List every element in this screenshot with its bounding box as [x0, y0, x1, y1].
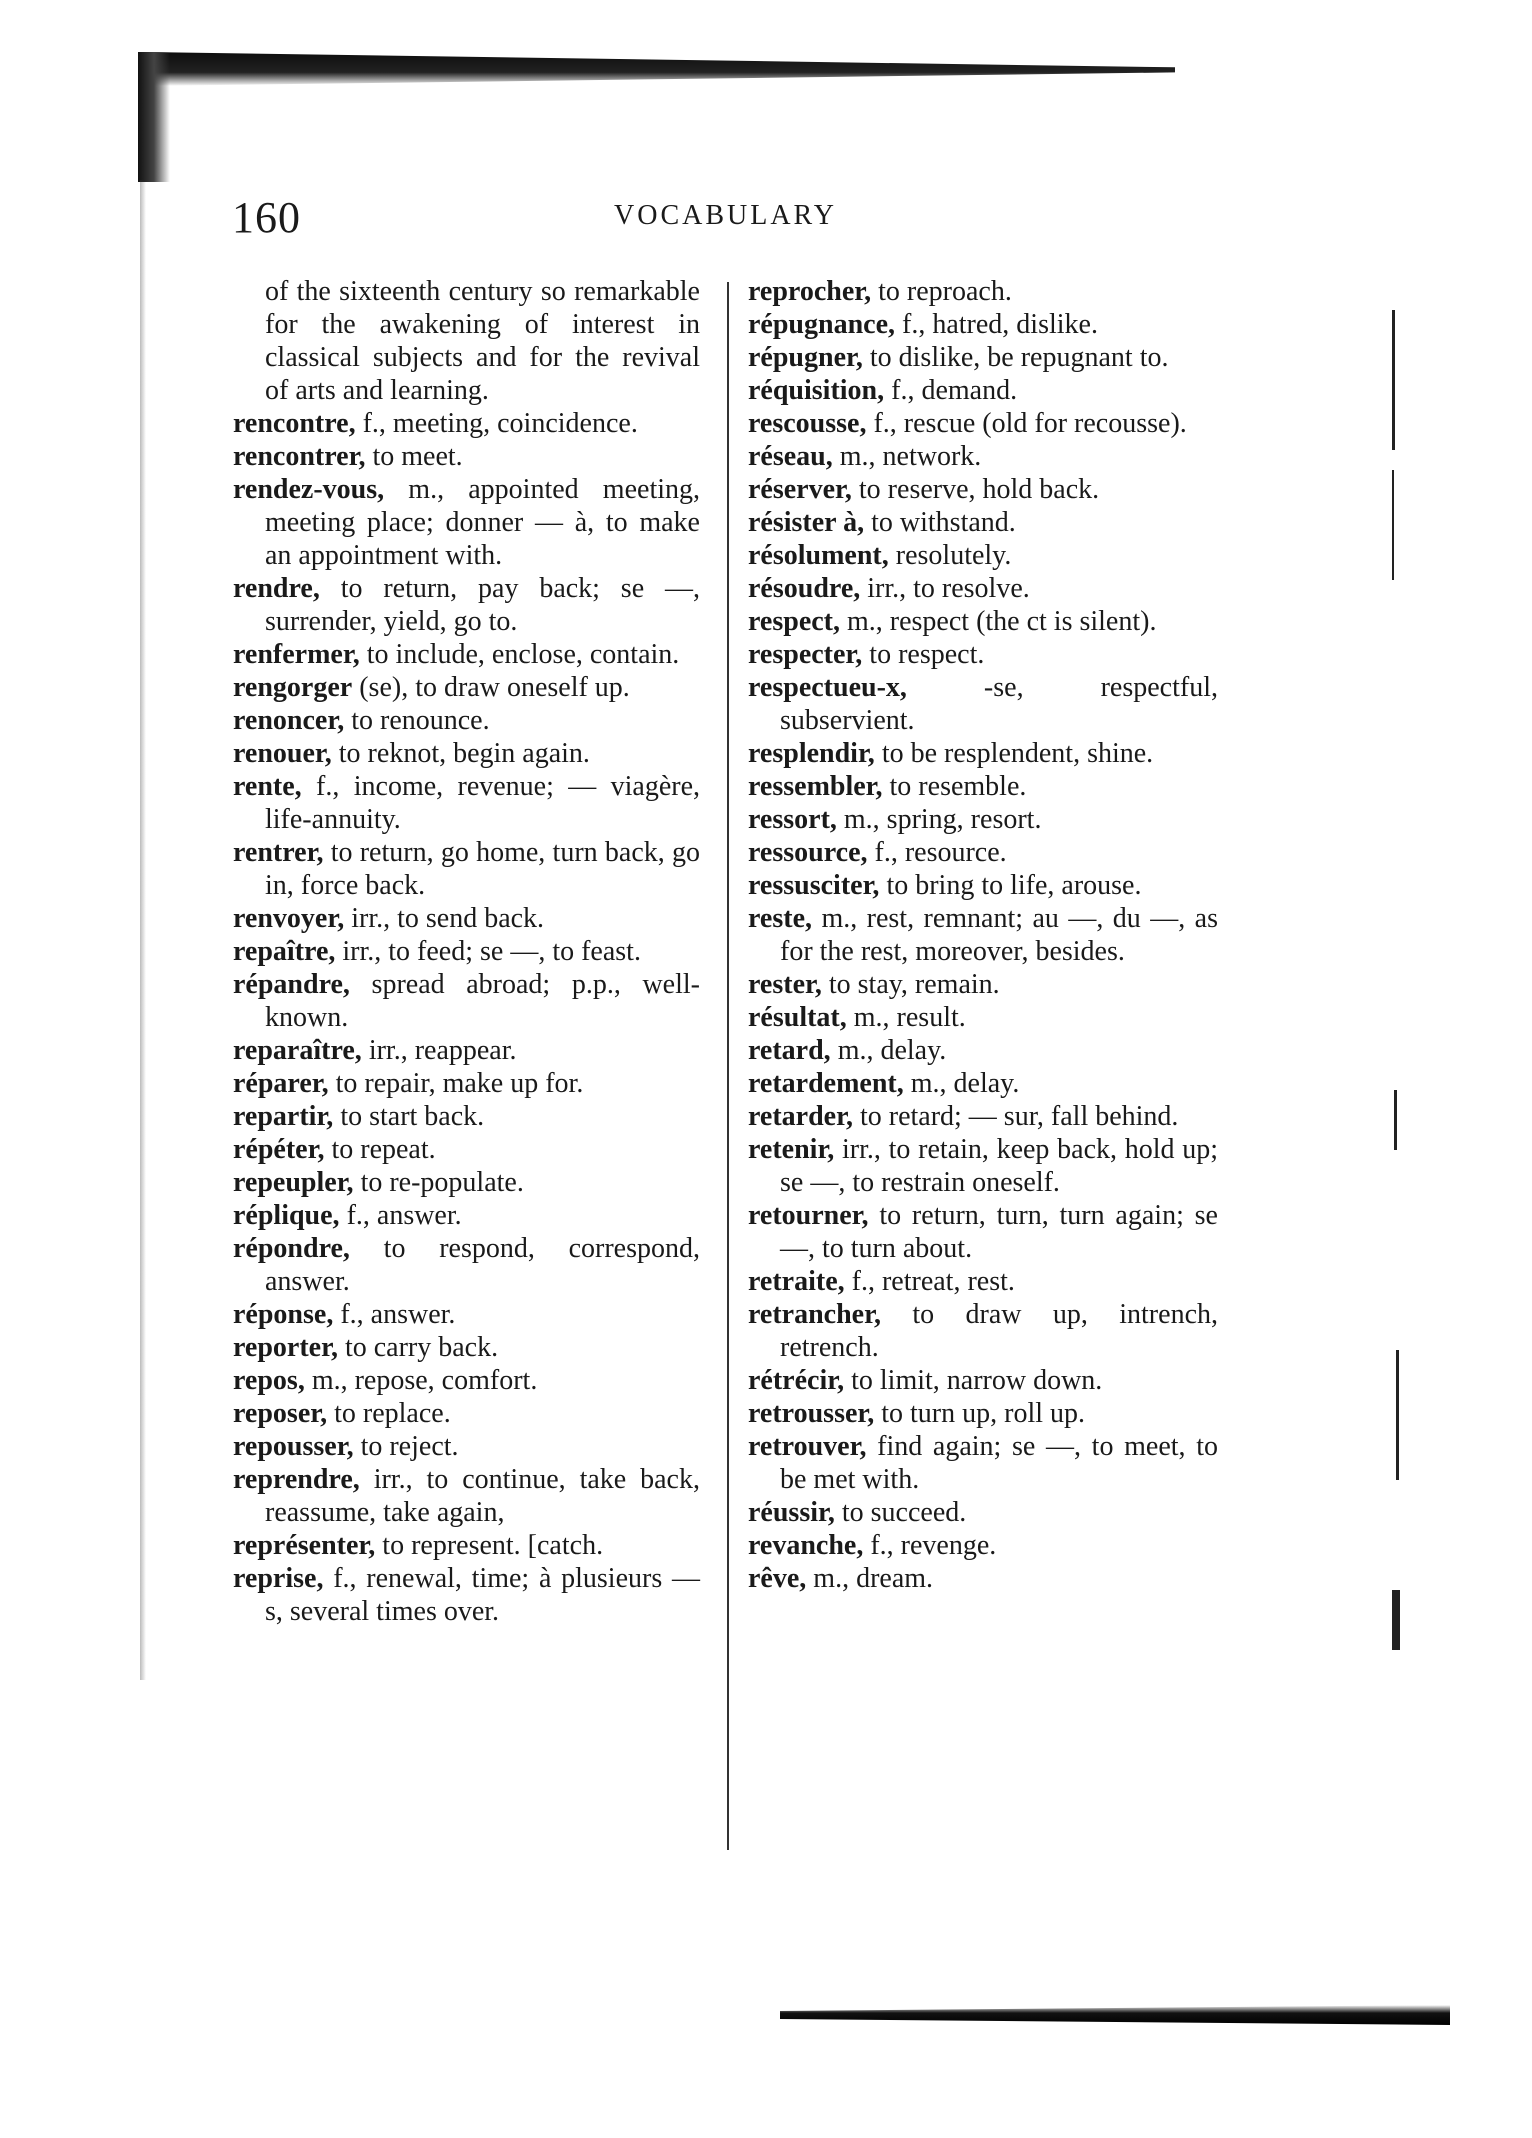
scan-shadow-left [138, 52, 170, 182]
vocab-entry [748, 374, 1218, 407]
vocab-entry [748, 1496, 1218, 1529]
entry-definition: to repair, make up for. [328, 1068, 584, 1099]
entry-headword: répandre, [233, 969, 350, 1000]
entry-definition: m., spring, resort. [836, 804, 1042, 835]
vocab-entry [748, 1265, 1218, 1298]
vocab-entry [233, 1529, 700, 1562]
entry-headword: reposer, [233, 1398, 328, 1429]
vocab-entry [748, 1298, 1218, 1364]
entry-definition: irr., to feed; se —, to feast. [335, 936, 641, 967]
entry-definition: f., hatred, dislike. [895, 309, 1098, 340]
running-head: VOCABULARY [614, 200, 837, 231]
entry-definition: m., rest, remnant; au —, du —, as for the rest, moreover, besides. [780, 903, 1218, 967]
vocab-entry [233, 1166, 700, 1199]
entry-definition: to succeed. [834, 1497, 967, 1528]
entry-definition: to reject. [353, 1431, 459, 1462]
entry-headword: répugnance, [748, 309, 895, 340]
vocab-entry [748, 902, 1218, 968]
vocab-entry [748, 803, 1218, 836]
entry-headword: rendez-vous, [233, 474, 385, 505]
entry-definition: f., rescue (old for recousse). [866, 408, 1187, 439]
entry-definition: m., appointed meeting, meeting place; donner — à, to make an appointment with. [265, 474, 700, 571]
entry-headword: résister à, [748, 507, 865, 538]
entry-definition: to dislike, be repugnant to. [862, 342, 1169, 373]
entry-headword: retarder, [748, 1101, 853, 1132]
entry-definition: f., income, revenue; — viagère, life-annuity. [265, 771, 700, 835]
entry-definition: irr., reappear. [361, 1035, 517, 1066]
entry-definition: to retard; — sur, fall behind. [852, 1101, 1179, 1132]
continuation-text: of the sixteenth century so remarkable for the awakening of interest in classical subjects and for the revival of arts and learning. [265, 276, 700, 406]
entry-headword: réseau, [748, 441, 833, 472]
entry-definition: to return, turn, turn again; se —, to turn about. [780, 1200, 1218, 1264]
vocab-entry [748, 473, 1218, 506]
entry-headword: réparer, [233, 1068, 329, 1099]
left-column [233, 275, 700, 1628]
entry-headword: retard, [748, 1035, 831, 1066]
entry-definition: to repeat. [324, 1134, 436, 1165]
entry-headword: repeupler, [233, 1167, 354, 1198]
entry-headword: répondre, [233, 1233, 350, 1264]
entry-definition: f., revenge. [863, 1530, 997, 1561]
entry-definition: to include, enclose, contain. [359, 639, 680, 670]
entry-headword: repos, [233, 1365, 305, 1396]
page-number: 160 [232, 193, 301, 242]
vocab-entry [748, 605, 1218, 638]
vocab-entry [748, 1199, 1218, 1265]
entry-definition: f., answer. [333, 1299, 456, 1330]
vocab-entry [748, 440, 1218, 473]
vocab-entry [748, 1001, 1218, 1034]
vocab-entry [233, 1034, 700, 1067]
entry-definition: to renounce. [344, 705, 490, 736]
entry-headword: rétrécir, [748, 1365, 845, 1396]
vocab-entry [748, 308, 1218, 341]
entry-definition: to stay, remain. [821, 969, 1000, 1000]
entry-definition: to reserve, hold back. [851, 474, 1100, 505]
vocab-entry [748, 1430, 1218, 1496]
vocab-entry [748, 638, 1218, 671]
entry-definition: irr., to send back. [344, 903, 545, 934]
entry-headword: respectueu-x, [748, 672, 907, 703]
vocab-entry [748, 968, 1218, 1001]
entry-definition: to bring to life, arouse. [879, 870, 1142, 901]
vocab-entry [233, 737, 700, 770]
entry-definition: to respect. [862, 639, 985, 670]
entry-headword: représenter, [233, 1530, 376, 1561]
left-entry-list [233, 407, 700, 1628]
entry-headword: ressource, [748, 837, 868, 868]
entry-headword: renoncer, [233, 705, 345, 736]
entry-definition: irr., to resolve. [860, 573, 1030, 604]
vocab-entry [233, 836, 700, 902]
entry-headword: retourner, [748, 1200, 869, 1231]
vocab-entry [748, 671, 1218, 737]
entry-headword: rendre, [233, 573, 320, 604]
entry-definition: f., retreat, rest. [844, 1266, 1015, 1297]
column-divider [727, 282, 729, 1850]
vocab-entry [748, 1067, 1218, 1100]
entry-headword: répugner, [748, 342, 863, 373]
entry-headword: réserver, [748, 474, 852, 505]
entry-definition: m., dream. [806, 1563, 934, 1594]
entry-headword: reprendre, [233, 1464, 360, 1495]
vocab-entry [748, 770, 1218, 803]
entry-headword: rescousse, [748, 408, 867, 439]
entry-definition: (se), to draw oneself up. [352, 672, 630, 703]
entry-definition: resolutely. [888, 540, 1012, 571]
entry-definition: to meet. [365, 441, 463, 472]
vocab-entry [233, 473, 700, 572]
vocab-entry [233, 1463, 700, 1529]
vocab-entry [233, 1364, 700, 1397]
entry-headword: retraite, [748, 1266, 845, 1297]
scan-shadow-bottom [780, 2005, 1450, 2025]
entry-definition: m., delay. [903, 1068, 1020, 1099]
vocab-entry [233, 638, 700, 671]
entry-headword: reste, [748, 903, 812, 934]
entry-headword: renfermer, [233, 639, 360, 670]
entry-definition: m., respect (the ct is silent). [840, 606, 1157, 637]
vocab-entry [748, 275, 1218, 308]
entry-headword: reprise, [233, 1563, 324, 1594]
entry-headword: rencontre, [233, 408, 356, 439]
vocab-entry [748, 836, 1218, 869]
vocab-entry [233, 440, 700, 473]
entry-headword: rengorger [233, 672, 353, 703]
entry-headword: retrouver, [748, 1431, 867, 1462]
entry-headword: respecter, [748, 639, 863, 670]
entry-headword: retardement, [748, 1068, 904, 1099]
vocab-entry [748, 506, 1218, 539]
vocab-entry [233, 671, 700, 704]
entry-headword: résoudre, [748, 573, 861, 604]
scan-edge-mark [1396, 1350, 1399, 1480]
vocab-entry [748, 1562, 1218, 1595]
vocab-entry [233, 1100, 700, 1133]
entry-definition: to return, go home, turn back, go in, force back. [265, 837, 700, 901]
entry-definition: to carry back. [337, 1332, 499, 1363]
entry-headword: retrancher, [748, 1299, 881, 1330]
entry-headword: reporter, [233, 1332, 338, 1363]
vocab-entry [748, 1364, 1218, 1397]
entry-headword: reprocher, [748, 276, 872, 307]
entry-definition: to withstand. [864, 507, 1016, 538]
entry-headword: résultat, [748, 1002, 847, 1033]
vocab-entry [748, 407, 1218, 440]
vocab-entry [233, 1331, 700, 1364]
entry-definition: to respond, correspond, answer. [265, 1233, 700, 1297]
entry-definition: m., network. [832, 441, 982, 472]
vocab-entry [233, 1562, 700, 1628]
entry-headword: réplique, [233, 1200, 340, 1231]
entry-headword: répéter, [233, 1134, 325, 1165]
entry-definition: -se, respectful, subservient. [780, 672, 1218, 736]
entry-headword: rentrer, [233, 837, 324, 868]
vocab-entry [748, 1034, 1218, 1067]
entry-headword: resplendir, [748, 738, 875, 769]
vocab-entry [233, 1199, 700, 1232]
scan-edge-mark [1394, 1090, 1397, 1150]
entry-definition: to reknot, begin again. [331, 738, 590, 769]
entry-definition: f., answer. [339, 1200, 462, 1231]
vocab-entry [233, 1133, 700, 1166]
vocab-entry [233, 1067, 700, 1100]
vocab-entry [233, 968, 700, 1034]
entry-definition: irr., to retain, keep back, hold up; se —, to restrain oneself. [780, 1134, 1218, 1198]
entry-definition: to draw up, intrench, retrench. [780, 1299, 1218, 1363]
entry-headword: retrousser, [748, 1398, 875, 1429]
vocab-entry [748, 572, 1218, 605]
entry-headword: renouer, [233, 738, 332, 769]
entry-definition: to replace. [327, 1398, 451, 1429]
vocab-entry [233, 1298, 700, 1331]
vocab-entry [748, 737, 1218, 770]
entry-definition: to limit, narrow down. [844, 1365, 1103, 1396]
entry-definition: f., demand. [884, 375, 1018, 406]
entry-definition: to start back. [333, 1101, 485, 1132]
entry-headword: retenir, [748, 1134, 835, 1165]
entry-definition: m., result. [846, 1002, 966, 1033]
entry-definition: to reproach. [871, 276, 1012, 307]
entry-headword: ressusciter, [748, 870, 880, 901]
scan-shadow-left-edge [140, 180, 146, 1680]
entry-definition: to represent. [catch. [375, 1530, 604, 1561]
entry-headword: revanche, [748, 1530, 864, 1561]
entry-definition: f., resource. [867, 837, 1007, 868]
entry-headword: rester, [748, 969, 822, 1000]
entry-headword: résolument, [748, 540, 889, 571]
vocab-entry [233, 572, 700, 638]
entry-definition: to turn up, roll up. [874, 1398, 1086, 1429]
entry-definition: m., repose, comfort. [304, 1365, 538, 1396]
vocab-entry [748, 869, 1218, 902]
vocab-entry [233, 935, 700, 968]
entry-definition: irr., to continue, take back, reassume, take again, [265, 1464, 700, 1528]
vocab-entry [233, 407, 700, 440]
right-entry-list [748, 275, 1218, 1595]
entry-definition: f., meeting, coincidence. [355, 408, 638, 439]
entry-definition: to return, pay back; se —, surrender, yield, go to. [265, 573, 700, 637]
right-column [748, 275, 1218, 1595]
entry-definition: spread abroad; p.p., well-known. [265, 969, 700, 1033]
entry-headword: renvoyer, [233, 903, 345, 934]
vocab-entry [748, 1529, 1218, 1562]
entry-definition: to resemble. [882, 771, 1027, 802]
entry-headword: réussir, [748, 1497, 835, 1528]
vocab-entry [233, 1232, 700, 1298]
entry-definition: to be resplendent, shine. [874, 738, 1154, 769]
scan-edge-mark [1392, 310, 1395, 450]
entry-definition: find again; se —, to meet, to be met with. [780, 1431, 1218, 1495]
entry-headword: réponse, [233, 1299, 334, 1330]
vocab-entry [233, 1397, 700, 1430]
entry-headword: réquisition, [748, 375, 885, 406]
vocab-entry [748, 341, 1218, 374]
entry-definition: f., renewal, time; à plusieurs —s, several times over. [265, 1563, 700, 1627]
vocab-entry [748, 1397, 1218, 1430]
vocab-entry [748, 1100, 1218, 1133]
entry-headword: ressembler, [748, 771, 883, 802]
vocab-entry [748, 539, 1218, 572]
scan-edge-mark [1392, 1590, 1400, 1650]
entry-headword: repartir, [233, 1101, 334, 1132]
entry-headword: ressort, [748, 804, 837, 835]
entry-headword: rencontrer, [233, 441, 366, 472]
entry-headword: respect, [748, 606, 840, 637]
scan-edge-mark [1392, 470, 1394, 580]
vocab-entry [233, 770, 700, 836]
vocab-entry [233, 902, 700, 935]
vocab-entry [233, 1430, 700, 1463]
entry-headword: repousser, [233, 1431, 354, 1462]
entry-headword: repaître, [233, 936, 336, 967]
entry-definition: to re-populate. [353, 1167, 524, 1198]
vocab-entry [233, 704, 700, 737]
scan-shadow-top [145, 52, 1175, 86]
entry-headword: rêve, [748, 1563, 807, 1594]
vocab-entry [748, 1133, 1218, 1199]
entry-headword: rente, [233, 771, 302, 802]
entry-definition: m., delay. [830, 1035, 947, 1066]
entry-headword: reparaître, [233, 1035, 362, 1066]
